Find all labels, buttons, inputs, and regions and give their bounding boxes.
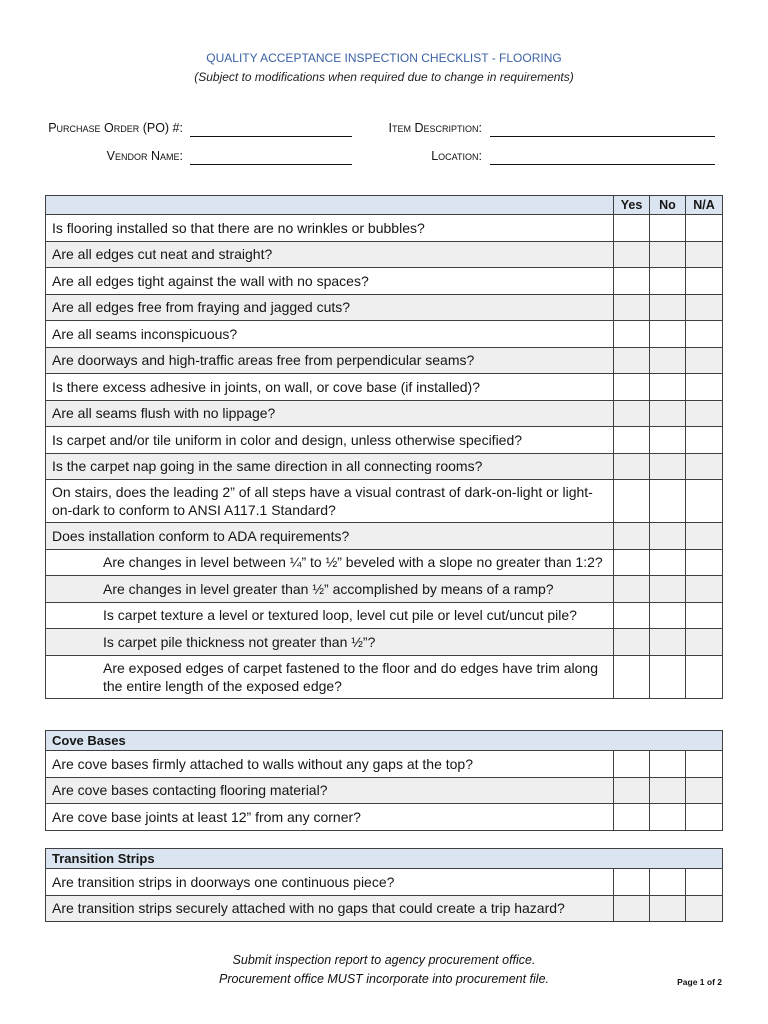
answer-yes-cell [613,896,649,922]
answer-na-cell [685,804,722,830]
question-text: Are all edges tight against the wall with no spaces? [52,272,369,289]
answer-no-cell [649,896,685,922]
checklist-row [46,320,722,347]
checklist-subquestion-row [46,575,722,602]
answer-no-cell [649,480,685,522]
answer-yes-cell [613,576,649,602]
page-number: Page 1 of 2 [677,977,722,987]
cove-bases-table [45,730,723,831]
table-header-row [46,196,722,214]
answer-yes-cell [613,869,649,895]
footer-requirement: Procurement office MUST incorporate into procurement file. [219,972,549,986]
answer-no-cell [649,427,685,453]
po-number-field [190,136,352,137]
answer-yes-cell [613,550,649,576]
page-subtitle: (Subject to modifications when required due to change in requirements) [194,70,574,84]
location-label: Location: [431,149,482,163]
section-header-row [46,731,722,750]
answer-na-cell [685,215,722,241]
question-text: Are exposed edges of carpet fastened to the floor and do edges have trim along the entire length of the exposed edge? [103,659,598,694]
answer-yes-cell [613,215,649,241]
location-field [490,164,715,165]
checklist-row [46,777,722,804]
answer-no-cell [649,629,685,655]
answer-yes-cell [613,480,649,522]
answer-no-cell [649,603,685,629]
answer-na-cell [685,603,722,629]
answer-na-cell [685,321,722,347]
answer-no-cell [649,215,685,241]
answer-no-cell [649,348,685,374]
flooring-checklist-table [45,195,723,699]
answer-no-cell [649,321,685,347]
question-text: Are all seams inconspicuous? [52,325,238,342]
checklist-row [46,426,722,453]
answer-yes-cell [613,656,649,698]
answer-yes-cell [613,751,649,777]
answer-yes-cell [613,374,649,400]
answer-na-cell [685,427,722,453]
question-text: Is the carpet nap going in the same direction in all connecting rooms? [52,458,483,475]
answer-yes-cell [613,778,649,804]
answer-na-cell [685,629,722,655]
answer-na-cell [685,896,722,922]
checklist-row [46,453,722,480]
answer-no-cell [649,401,685,427]
column-header-na: N/A [685,196,722,214]
question-text: Is carpet and/or tile uniform in color and design, unless otherwise specified? [52,431,523,448]
section-heading: Transition Strips [52,850,155,866]
question-text: Are transition strips in doorways one continuous piece? [52,873,395,890]
question-text: Are changes in level greater than ½” accomplished by means of a ramp? [103,580,554,597]
question-text: Is there excess adhesive in joints, on wall, or cove base (if installed)? [52,378,480,395]
question-text: Are changes in level between ¼” to ½” beveled with a slope no greater than 1:2? [103,554,603,571]
question-text: Are doorways and high-traffic areas free from perpendicular seams? [52,352,475,369]
page-title: QUALITY ACCEPTANCE INSPECTION CHECKLIST - FLOORING [206,51,562,65]
checklist-row [46,214,722,241]
question-text: Is carpet texture a level or textured loop, level cut pile or level cut/uncut pile? [103,607,577,624]
question-text: On stairs, does the leading 2” of all steps have a visual contrast of dark-on-light or light-on-dark to conform to ANSI A117.1 Standard? [52,484,593,518]
answer-na-cell [685,480,722,522]
answer-no-cell [649,454,685,480]
answer-yes-cell [613,401,649,427]
answer-na-cell [685,550,722,576]
column-header-yes: Yes [613,196,649,214]
answer-na-cell [685,401,722,427]
answer-no-cell [649,778,685,804]
answer-yes-cell [613,603,649,629]
section-header-row [46,849,722,868]
section-heading: Cove Bases [52,732,126,748]
answer-na-cell [685,348,722,374]
checklist-row [46,267,722,294]
vendor-name-field [190,164,352,165]
answer-no-cell [649,523,685,549]
checklist-subquestion-row [46,628,722,655]
answer-na-cell [685,242,722,268]
checklist-row [46,294,722,321]
answer-no-cell [649,804,685,830]
answer-no-cell [649,751,685,777]
column-header-no: No [649,196,685,214]
answer-yes-cell [613,427,649,453]
checklist-subquestion-row [46,549,722,576]
transition-strips-table [45,848,723,922]
checklist-row [46,479,722,522]
answer-yes-cell [613,804,649,830]
checklist-row [46,400,722,427]
answer-yes-cell [613,523,649,549]
answer-na-cell [685,374,722,400]
answer-na-cell [685,751,722,777]
question-text: Are all edges free from fraying and jagged cuts? [52,299,351,316]
question-text: Are all seams flush with no lippage? [52,405,276,422]
vendor-name-label: Vendor Name: [106,149,183,163]
question-text: Are cove bases contacting flooring material? [52,782,328,799]
question-text: Are transition strips securely attached with no gaps that could create a trip hazard? [52,900,565,917]
answer-yes-cell [613,295,649,321]
checklist-row [46,895,722,922]
answer-na-cell [685,869,722,895]
checklist-row [46,803,722,830]
answer-na-cell [685,523,722,549]
checklist-subquestion-row [46,602,722,629]
answer-yes-cell [613,348,649,374]
answer-yes-cell [613,268,649,294]
answer-yes-cell [613,321,649,347]
checklist-row [46,347,722,374]
answer-no-cell [649,268,685,294]
checklist-subquestion-row [46,655,722,698]
answer-na-cell [685,454,722,480]
answer-no-cell [649,374,685,400]
answer-yes-cell [613,629,649,655]
answer-yes-cell [613,242,649,268]
answer-na-cell [685,268,722,294]
checklist-row [46,373,722,400]
answer-na-cell [685,778,722,804]
answer-no-cell [649,656,685,698]
question-text: Are cove base joints at least 12” from any corner? [52,808,361,825]
answer-no-cell [649,295,685,321]
answer-no-cell [649,242,685,268]
checklist-row [46,241,722,268]
question-text: Are cove bases firmly attached to walls without any gaps at the top? [52,755,474,772]
po-number-label: Purchase Order (PO) #: [48,121,183,135]
checklist-row [46,522,722,549]
answer-no-cell [649,550,685,576]
footer-instruction: Submit inspection report to agency procurement office. [232,953,536,967]
answer-na-cell [685,656,722,698]
question-text: Is carpet pile thickness not greater than ½”? [103,633,376,650]
checklist-row [46,868,722,895]
item-description-field [490,136,715,137]
answer-na-cell [685,295,722,321]
checklist-row [46,750,722,777]
answer-na-cell [685,576,722,602]
answer-no-cell [649,869,685,895]
question-text: Does installation conform to ADA requirements? [52,527,350,544]
header-blank-cell [46,196,613,214]
answer-yes-cell [613,454,649,480]
item-description-label: Item Description: [388,121,482,135]
question-text: Is flooring installed so that there are no wrinkles or bubbles? [52,219,425,236]
answer-no-cell [649,576,685,602]
question-text: Are all edges cut neat and straight? [52,246,273,263]
